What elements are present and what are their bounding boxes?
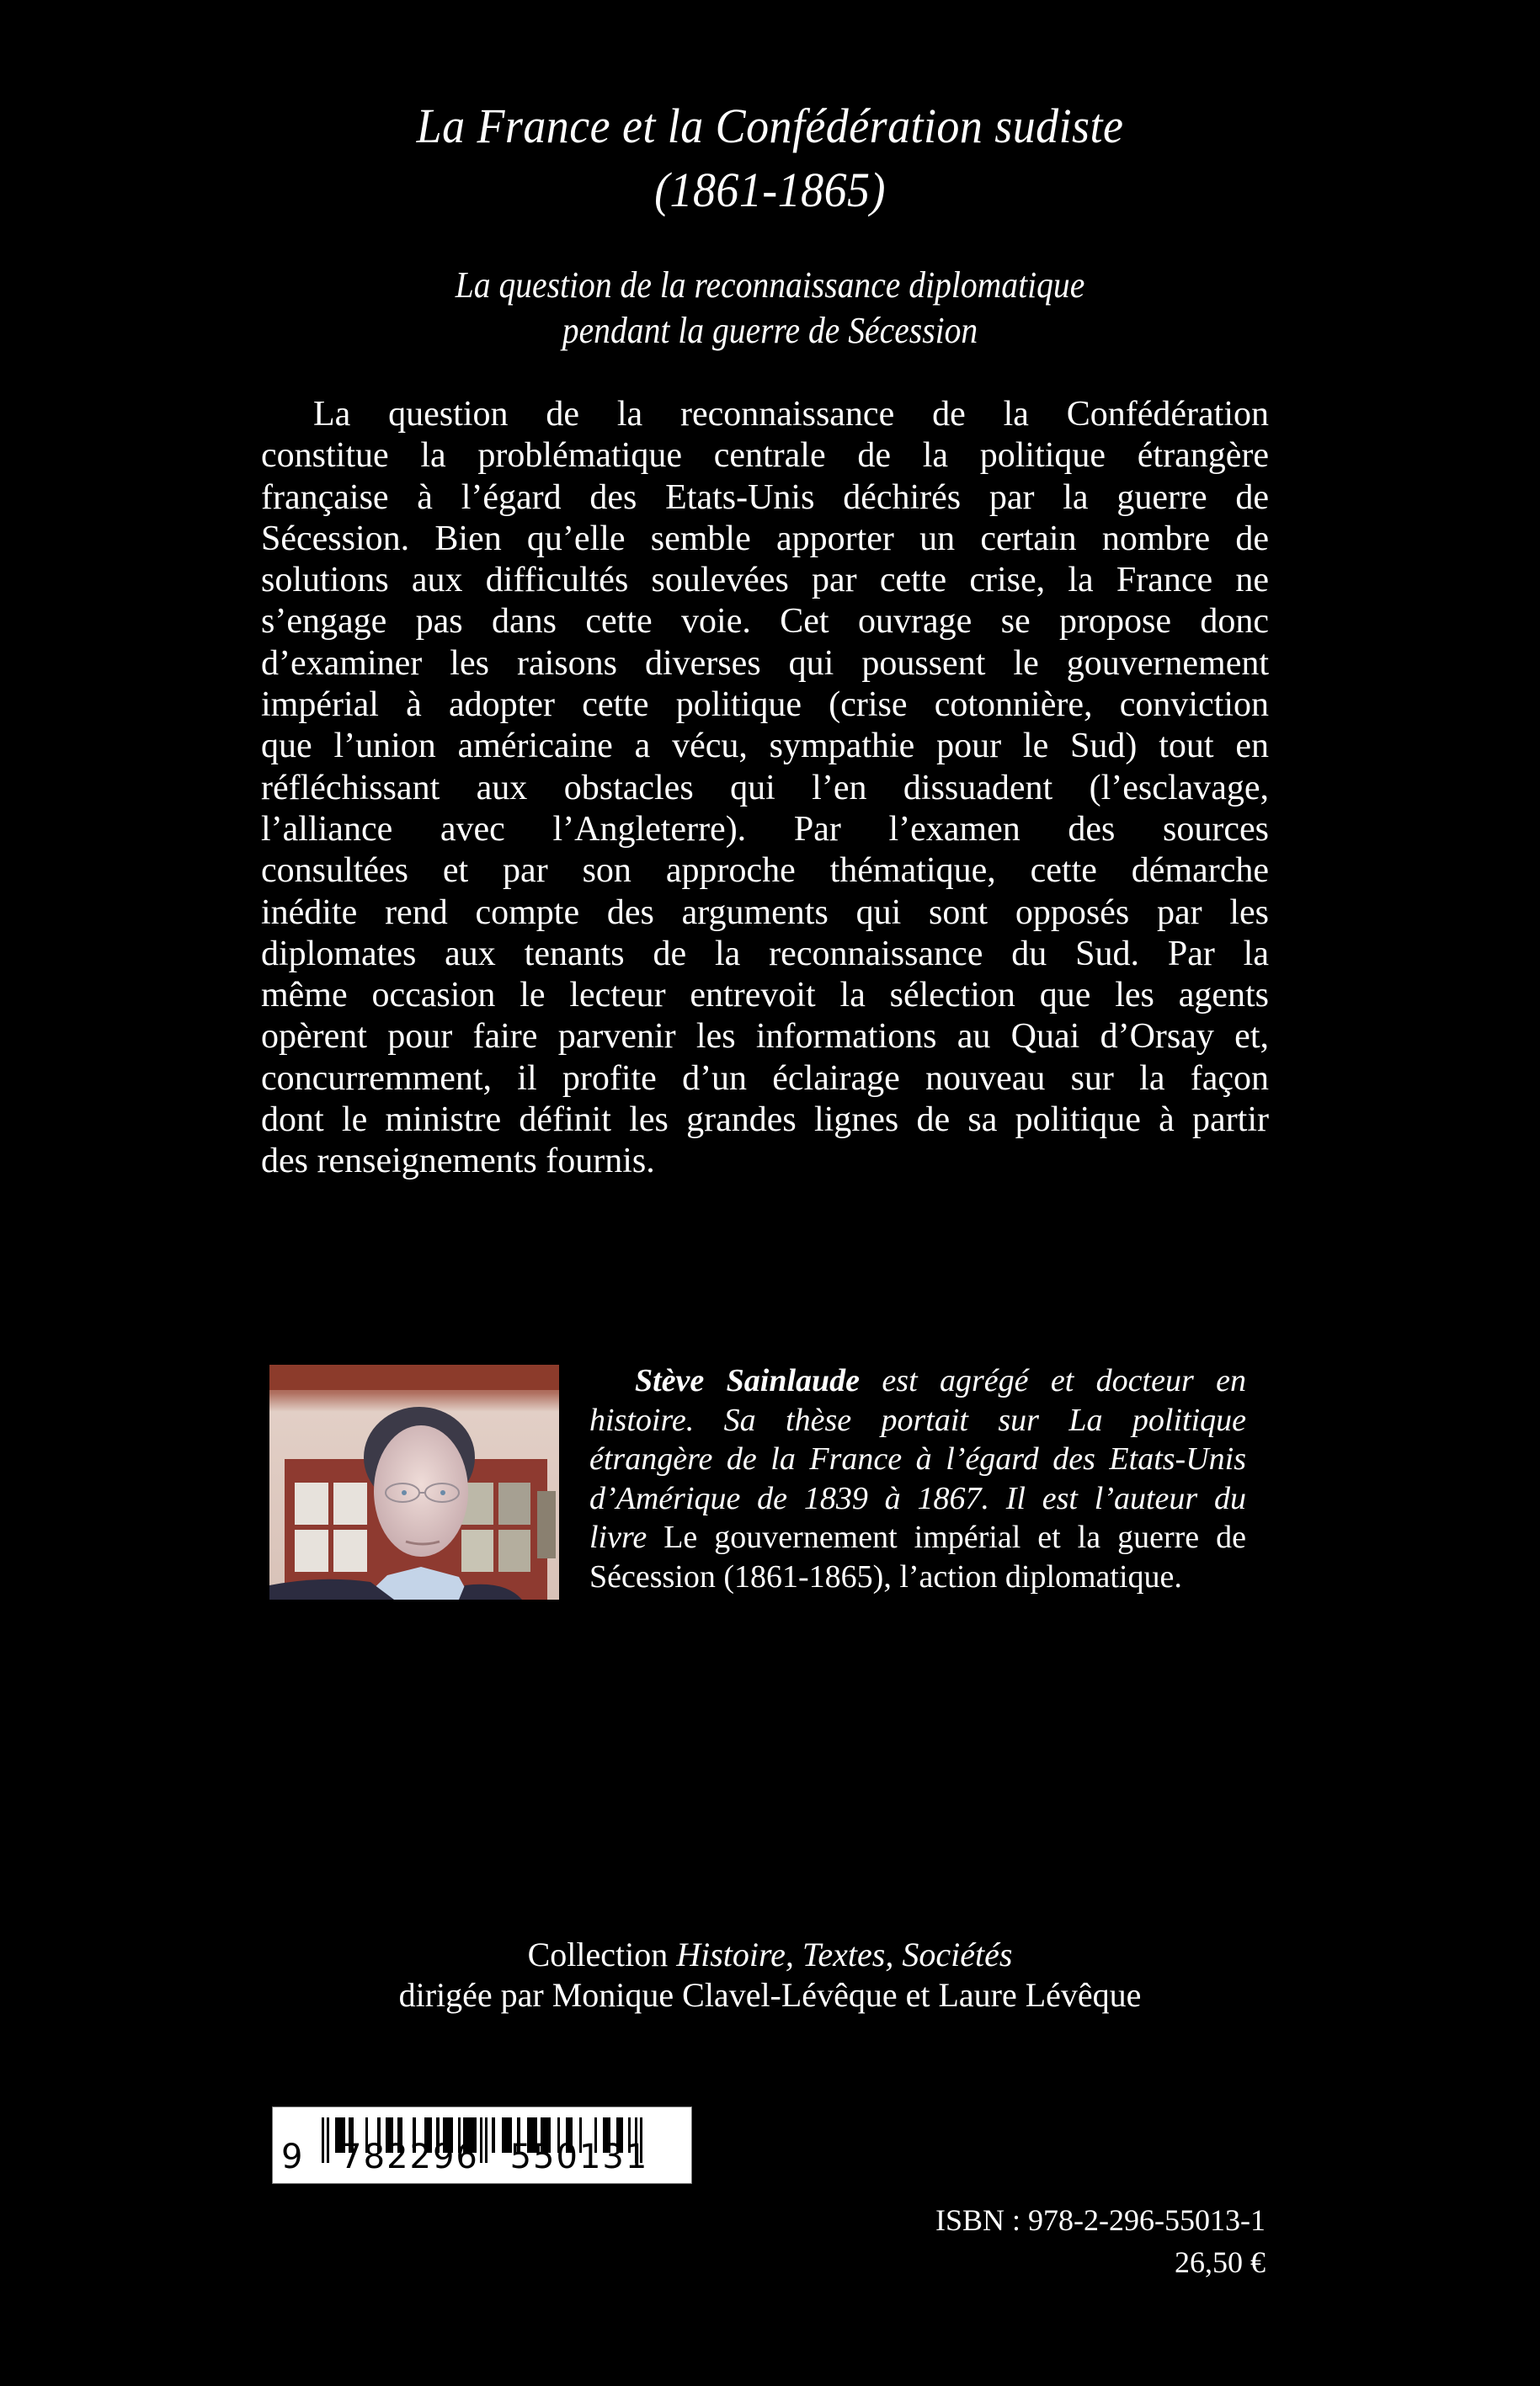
- subtitle-line-2: pendant la guerre de Sécession: [562, 310, 978, 351]
- bio-line: étrangère de la France à l’égard des Etats-Unis: [589, 1441, 1246, 1477]
- bio-line: [589, 1361, 1246, 1401]
- summary-line: impérial à adopter cette politique (crise cotonnière, conviction: [261, 685, 1269, 725]
- collection-prefix: Collection: [527, 1936, 677, 1973]
- book-subtitle: [77, 263, 1463, 354]
- book-reference: Sécession (1861-1865), l’action diplomatique.: [589, 1558, 1182, 1595]
- isbn: ISBN : 978-2-296-55013-1: [935, 2203, 1266, 2237]
- bio-text: est agrégé et docteur en: [860, 1363, 1246, 1398]
- summary-paragraph: [261, 394, 1269, 1183]
- price: 26,50 €: [1175, 2245, 1266, 2279]
- summary-line: opèrent pour faire parvenir les informations au Quai d’Orsay et,: [261, 1017, 1269, 1057]
- subtitle-line-1: La question de la reconnaissance diplomatique: [455, 264, 1085, 306]
- summary-line: d’examiner les raisons diverses qui poussent le gouvernement: [261, 643, 1269, 683]
- summary-line: diplomates aux tenants de la reconnaissance du Sud. Par la: [261, 934, 1269, 973]
- summary-line: consultées et par son approche thématique, cette démarche: [261, 851, 1269, 891]
- barcode-left-digits: 782296: [340, 2138, 479, 2176]
- summary-line: réfléchissant aux obstacles qui l’en dissuadent (l’esclavage,: [261, 768, 1269, 807]
- summary-line: française à l’égard des Etats-Unis déchirés par la guerre de: [261, 477, 1269, 517]
- summary-line: constitue la problématique centrale de la politique étrangère: [261, 436, 1269, 476]
- bio-line: [589, 1518, 1246, 1558]
- bio-line: d’Amérique de 1839 à 1867. Il est l’auteur du: [589, 1480, 1246, 1516]
- summary-line: dont le ministre définit les grandes lignes de sa politique à partir: [261, 1100, 1269, 1140]
- collection-line: [0, 1935, 1540, 1975]
- summary-line: Sécession. Bien qu’elle semble apporter un certain nombre de: [261, 519, 1269, 558]
- author-name: Stève Sainlaude: [635, 1363, 861, 1398]
- summary-line: que l’union américaine a vécu, sympathie pour le Sud) tout en: [261, 727, 1269, 766]
- summary-line: même occasion le lecteur entrevoit la sélection que les agents: [261, 976, 1269, 1015]
- bio-text: livre: [589, 1520, 647, 1555]
- barcode-lead-digit: 9: [281, 2138, 305, 2176]
- author-bio: [589, 1361, 1521, 1596]
- collection-directors: dirigée par Monique Clavel-Lévêque et Laure Lévêque: [398, 1976, 1142, 2014]
- barcode-digits: [281, 2138, 648, 2176]
- book-title: [54, 94, 1486, 222]
- title-line-2: (1861-1865): [654, 162, 886, 217]
- barcode: [272, 2106, 692, 2184]
- summary-line: concurremment, il profite d’un éclairage nouveau sur la façon: [261, 1058, 1269, 1098]
- summary-line: La question de la reconnaissance de la Confédération: [313, 395, 1269, 434]
- collection-name: Histoire, Textes, Sociétés: [676, 1936, 1013, 1973]
- title-line-1: La France et la Confédération sudiste: [416, 99, 1124, 153]
- bio-line: histoire. Sa thèse portait sur La politique: [589, 1402, 1246, 1438]
- author-photo: [269, 1365, 559, 1600]
- summary-line: inédite rend compte des arguments qui sont opposés par les: [261, 892, 1269, 932]
- collection-info: [0, 1935, 1540, 2016]
- summary-line: des renseignements fournis.: [261, 1142, 655, 1181]
- barcode-right-digits: 550131: [509, 2138, 649, 2176]
- summary-line: solutions aux difficultés soulevées par cette crise, la France ne: [261, 561, 1269, 600]
- summary-line: l’alliance avec l’Angleterre). Par l’examen des sources: [261, 809, 1269, 849]
- book-reference: Le gouvernement impérial et la guerre de: [647, 1520, 1246, 1555]
- summary-line: s’engage pas dans cette voie. Cet ouvrage se propose donc: [261, 602, 1269, 642]
